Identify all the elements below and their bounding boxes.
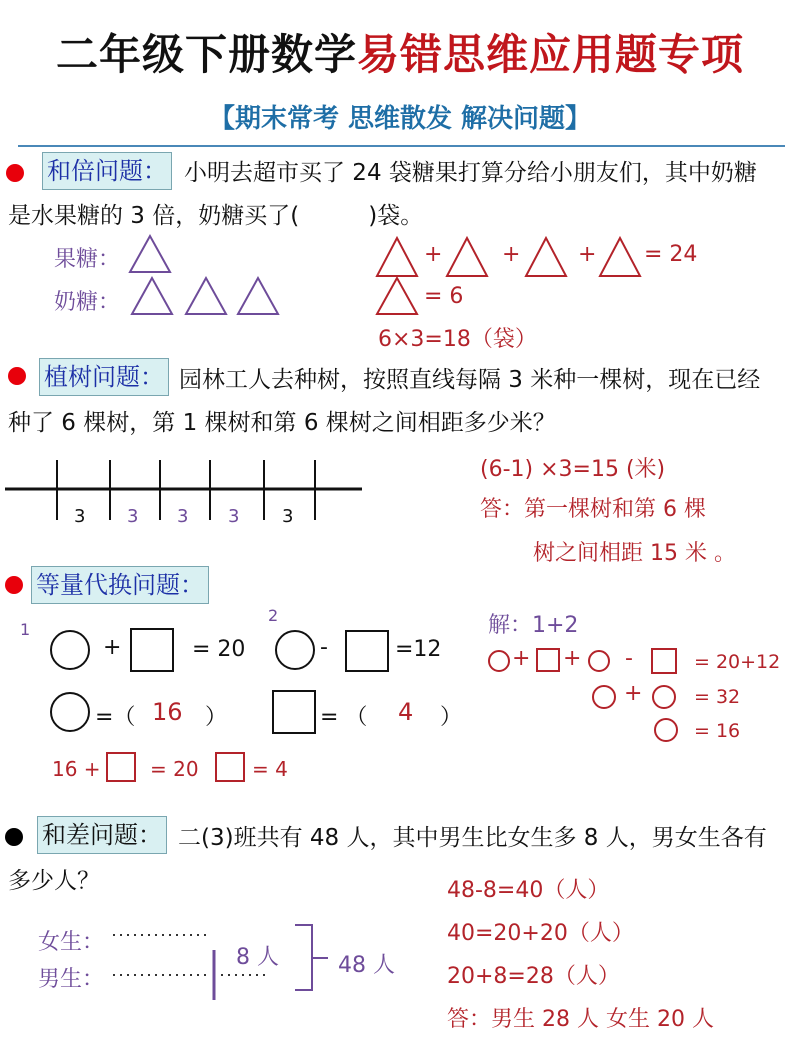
square-answer-open: = （	[320, 705, 368, 730]
solution-step: 48-8=40（人）	[447, 878, 610, 903]
equation-result: = 24	[644, 242, 698, 267]
solution-result: = 20+12	[694, 651, 781, 673]
question-line: 园林工人去种树，按照直线每隔 3 米种一棵树，现在已经	[179, 367, 761, 393]
girls-label: 女生：	[38, 930, 105, 955]
equation-result: =12	[395, 637, 442, 662]
total-label: 48 人	[338, 953, 395, 978]
check-text: = 4	[252, 757, 288, 781]
milk-candy-label: 奶糖：	[54, 290, 121, 315]
answer-line: 树之间相距 15 米 。	[533, 541, 736, 566]
answer-line: 答：第一棵树和第 6 棵	[480, 497, 706, 522]
boys-label: 男生：	[38, 967, 105, 992]
gap-label: 3	[228, 506, 240, 527]
final-answer: 6×3=18（袋）	[378, 327, 537, 352]
equation-result: = 20	[192, 637, 246, 662]
op-sign: +	[563, 646, 582, 671]
solution-result: = 16	[694, 720, 741, 742]
subtitle: 【期末常考 思维散发 解决问题】	[208, 104, 592, 134]
solution-result: = 32	[694, 686, 741, 708]
circle-answer-open: =（	[95, 705, 136, 730]
gap-label: 3	[74, 506, 86, 527]
title-black-part: 二年级下册数学	[55, 30, 357, 79]
op-sign: -	[625, 646, 633, 671]
fruit-candy-label: 果糖：	[54, 247, 121, 272]
square-answer-close: ）	[440, 705, 463, 730]
gap-label: 3	[177, 506, 189, 527]
question-line: 是水果糖的 3 倍，奶糖买了( )袋。	[8, 203, 424, 229]
circle-answer-value: 16	[152, 698, 183, 726]
equation-number: 2	[268, 606, 279, 625]
minus-sign: -	[320, 635, 328, 660]
question-line: 二(3)班共有 48 人，其中男生比女生多 8 人，男女生各有	[178, 825, 767, 851]
section-label-zhishu: 植树问题：	[39, 358, 169, 396]
solution-step: 40=20+20（人）	[447, 921, 634, 946]
equation-number: 1	[20, 620, 31, 639]
gap-label: 3	[282, 506, 294, 527]
section-label-hebei: 和倍问题：	[42, 152, 172, 190]
circle-answer-close: ）	[205, 705, 228, 730]
op-sign: +	[512, 646, 531, 671]
difference-label: 8 人	[236, 945, 279, 970]
square-answer-value: 4	[398, 698, 414, 726]
solution-formula: (6-1) ×3=15 (米)	[480, 457, 666, 482]
question-line: 种了 6 棵树，第 1 棵树和第 6 棵树之间相距多少米？	[8, 410, 556, 436]
question-line: 小明去超市买了 24 袋糖果打算分给小朋友们，其中奶糖	[184, 160, 757, 186]
plus-sign: +	[578, 242, 597, 267]
plus-sign: +	[103, 635, 122, 660]
answer-line: 答：男生 28 人 女生 20 人	[447, 1007, 714, 1032]
check-text: = 20	[150, 757, 199, 781]
check-text: 16 +	[52, 757, 101, 781]
section-label-hecha: 和差问题：	[37, 816, 167, 854]
op-sign: +	[624, 681, 643, 706]
question-line: 多少人？	[8, 868, 100, 894]
solution-head: 解：1+2	[488, 613, 579, 638]
plus-sign: +	[424, 242, 443, 267]
title-red-part: 易错思维应用题专项	[357, 30, 745, 79]
equation-result: = 6	[424, 284, 464, 309]
gap-label: 3	[127, 506, 139, 527]
section-label-dengliang: 等量代换问题：	[31, 566, 209, 604]
solution-step: 20+8=28（人）	[447, 964, 620, 989]
plus-sign: +	[502, 242, 521, 267]
